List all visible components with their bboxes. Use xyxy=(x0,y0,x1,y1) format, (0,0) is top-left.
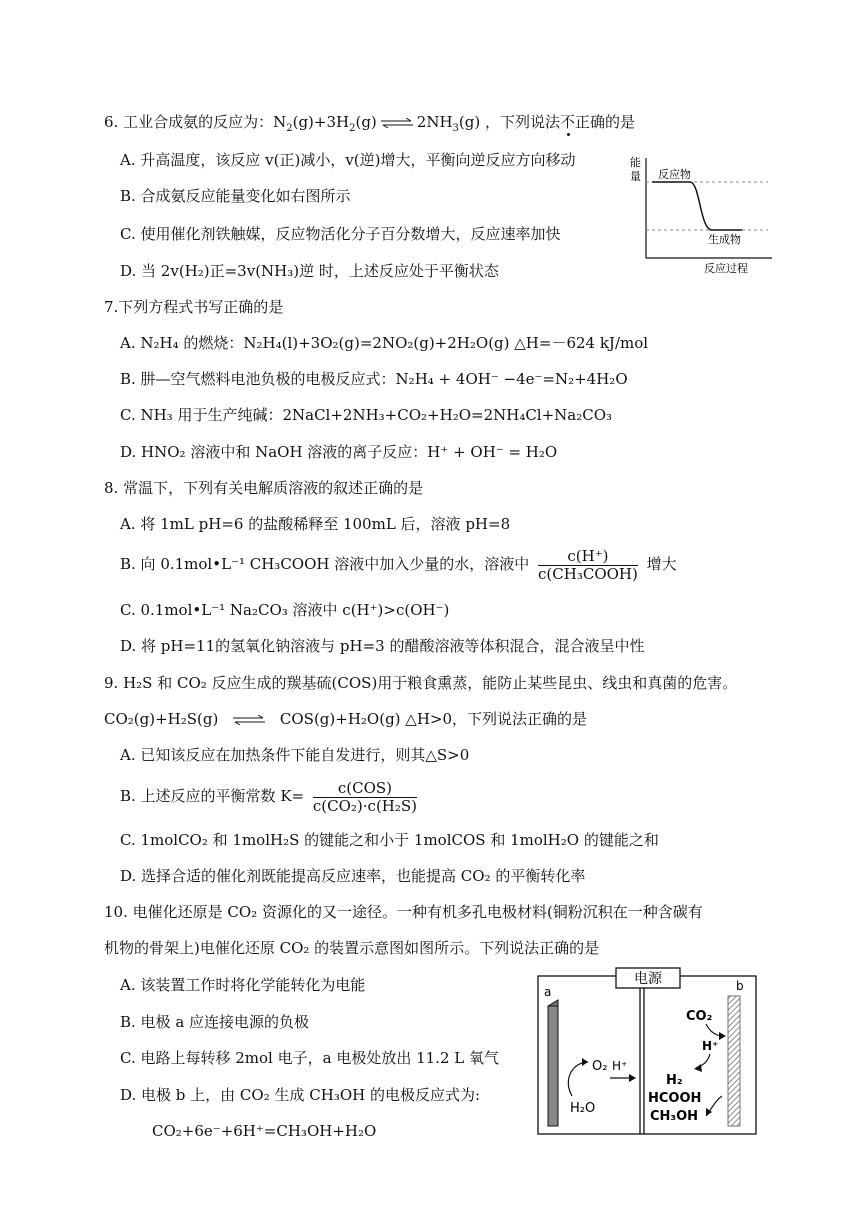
q7-option-b: B. 肼—空气燃料电池负极的电极反应式：N₂H₄ + 4OH⁻ −4e⁻=N₂+4H₂O xyxy=(120,370,628,388)
q7-option-a: A. N₂H₄ 的燃烧：N₂H₄(l)+3O₂(g)=2NO₂(g)+2H₂O(g) △H=－624 kJ/mol xyxy=(120,334,649,352)
svg-text:HCOOH: HCOOH xyxy=(648,1091,702,1106)
svg-text:H₂: H₂ xyxy=(666,1073,683,1088)
q8-option-c: C. 0.1mol•L⁻¹ Na₂CO₃ 溶液中 c(H⁺)>c(OH⁻) xyxy=(120,601,450,619)
q9-option-d: D. 选择合适的催化剂既能提高反应速率，也能提高 CO₂ 的平衡转化率 xyxy=(120,867,586,885)
power-supply-label: 电源 xyxy=(634,971,662,987)
q8-option-d: D. 将 pH=11的氢氧化钠溶液与 pH=3 的醋酸溶液等体积混合，混合液呈中性 xyxy=(120,637,645,655)
svg-text:b: b xyxy=(736,979,744,993)
q8-option-b: B. 向 0.1mol•L⁻¹ CH₃COOH 溶液中加入少量的水，溶液中 $\frac{c(H^+)}{\text{c(CH₃COOH)}}$ 增大 xyxy=(120,546,677,583)
svg-text:量: 量 xyxy=(630,170,641,183)
svg-text:CH₃OH: CH₃OH xyxy=(650,1109,699,1124)
q9-option-a: A. 已知该反应在加热条件下能自发进行，则其△S>0 xyxy=(120,746,470,764)
q7-option-d: D. HNO₂ 溶液中和 NaOH 溶液的离子反应：H⁺ + OH⁻ = H₂O xyxy=(120,443,558,461)
q9-option-c: C. 1molCO₂ 和 1molH₂S 的键能之和小于 1molCOS 和 1molH₂O 的键能之和 xyxy=(120,831,659,849)
q10-stem-line2: 机物的骨架上)电催化还原 CO₂ 的装置示意图如图所示。下列说法正确的是 xyxy=(104,939,600,957)
svg-text:CO₂: CO₂ xyxy=(686,1009,713,1024)
equilibrium-arrow-icon xyxy=(381,118,413,128)
equilibrium-arrow-icon xyxy=(233,715,265,725)
energy-diagram xyxy=(626,154,776,276)
q6-option-a: A. 升高温度，该反应 v(正)减小，v(逆)增大，平衡向逆反应方向移动 xyxy=(120,151,576,169)
svg-text:H⁺: H⁺ xyxy=(702,1039,719,1053)
reactant-label: 反应物 xyxy=(658,168,691,181)
q10-option-d-equation: CO₂+6e⁻+6H⁺=CH₃OH+H₂O xyxy=(152,1122,377,1140)
q7-stem: 7.下列方程式书写正确的是 xyxy=(104,298,284,316)
q10-stem-line1: 10. 电催化还原是 CO₂ 资源化的又一途径。一种有机多孔电极材料(铜粉沉积在一种含碳有 xyxy=(104,903,703,921)
svg-text:H₂O: H₂O xyxy=(570,1101,596,1116)
q6-option-d: D. 当 2v(H₂)正=3v(NH₃)逆 时，上述反应处于平衡状态 xyxy=(120,262,499,280)
q10-option-b: B. 电极 a 应连接电源的负极 xyxy=(120,1013,310,1031)
q7-option-c: C. NH₃ 用于生产纯碱：2NaCl+2NH₃+CO₂+H₂O=2NH₄Cl+Na₂CO₃ xyxy=(120,406,613,424)
q9-equation: CO₂(g)+H₂S(g) COS(g)+H₂O(g) △H>0，下列说法正确的是 xyxy=(104,710,588,728)
svg-text:能: 能 xyxy=(630,156,641,169)
q8-option-a: A. 将 1mL pH=6 的盐酸稀释至 100mL 后，溶液 pH=8 xyxy=(120,515,511,533)
x-axis-label: 反应过程 xyxy=(704,262,748,275)
product-label: 生成物 xyxy=(708,233,741,246)
q8-stem: 8. 常温下，下列有关电解质溶液的叙述正确的是 xyxy=(104,479,424,497)
q10-option-c: C. 电路上每转移 2mol 电子，a 电极处放出 11.2 L 氧气 xyxy=(120,1049,499,1067)
fraction: $\frac{\text{c(COS)}}{\text{c(CO₂)·c(H₂S)}}$ xyxy=(312,778,418,815)
electrolysis-diagram xyxy=(534,966,764,1138)
q10-option-d: D. 电极 b 上，由 CO₂ 生成 CH₃OH 的电极反应式为: xyxy=(120,1086,481,1104)
q9-stem: 9. H₂S 和 CO₂ 反应生成的羰基硫(COS)用于粮食熏蒸，能防止某些昆虫、线虫和真菌的危害。 xyxy=(104,674,738,692)
svg-text:a: a xyxy=(544,985,552,999)
fraction: $\frac{c(H^+)}{\text{c(CH₃COOH)}}$ xyxy=(538,546,638,583)
svg-text:H⁺: H⁺ xyxy=(612,1059,628,1073)
q10-option-a: A. 该装置工作时将化学能转化为电能 xyxy=(120,976,366,994)
q6-stem: 6. 工业合成氨的反应为：$N_2(g)+3H_2(g)$ $2NH_3(g)$ ，下列说法不正确的是 xyxy=(104,113,636,134)
svg-text:O₂: O₂ xyxy=(592,1059,608,1074)
q6-option-b: B. 合成氨反应能量变化如右图所示 xyxy=(120,187,351,205)
q9-option-b: B. 上述反应的平衡常数 K= $\frac{\text{c(COS)}}{\text{c(CO₂)·c(H₂S)}}$ xyxy=(120,778,418,815)
q6-option-c: C. 使用催化剂铁触媒，反应物活化分子百分数增大，反应速率加快 xyxy=(120,225,561,243)
